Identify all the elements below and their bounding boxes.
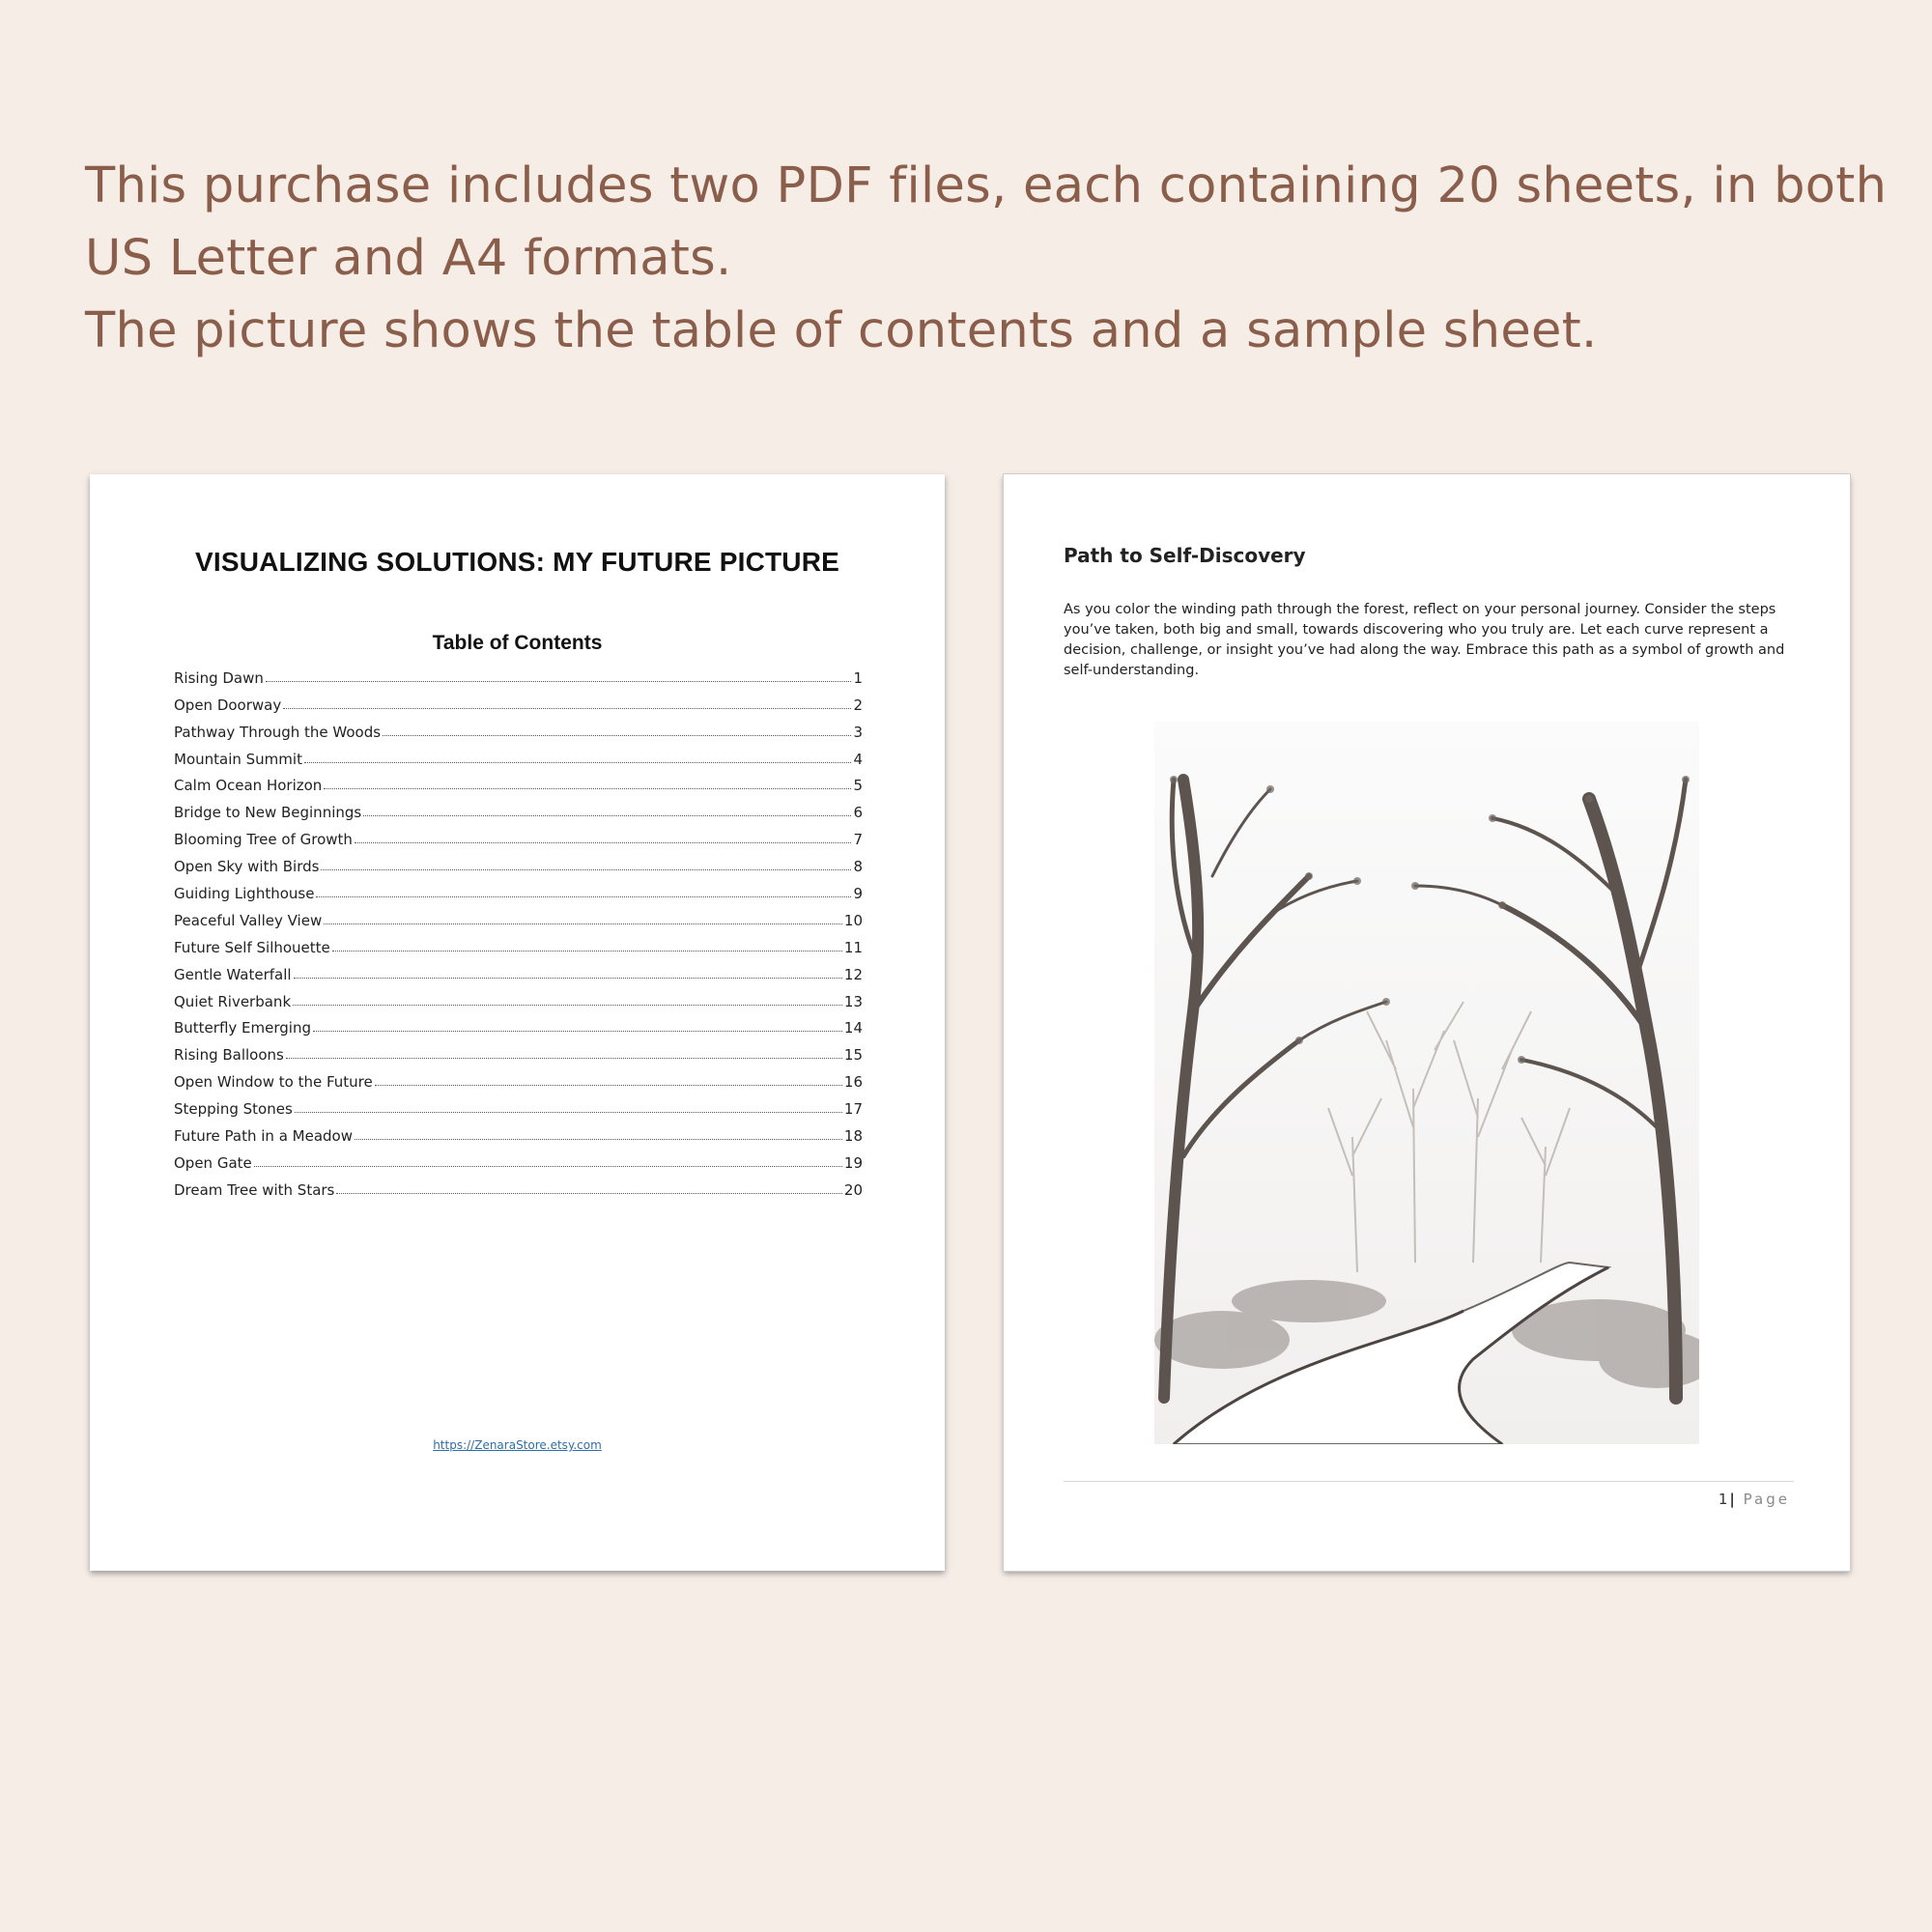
toc-entry-page: 20 bbox=[843, 1180, 863, 1199]
toc-entry-page: 17 bbox=[843, 1100, 863, 1119]
sheet-title: Path to Self-Discovery bbox=[1064, 544, 1306, 567]
toc-entry-title: Rising Dawn bbox=[174, 668, 264, 687]
toc-entry-title: Blooming Tree of Growth bbox=[174, 831, 353, 849]
headline bbox=[85, 150, 1888, 367]
toc-entry-page: 4 bbox=[853, 750, 863, 768]
forest-path-illustration bbox=[1154, 722, 1699, 1444]
toc-entry-title: Future Self Silhouette bbox=[174, 938, 330, 956]
headline-line-2: US Letter and A4 formats. bbox=[85, 230, 732, 287]
headline-line-1: This purchase includes two PDF files, each containing 20 sheets, in both bbox=[85, 157, 1888, 214]
toc-leader-dots bbox=[332, 950, 842, 952]
toc-entry-title: Dream Tree with Stars bbox=[174, 1180, 335, 1199]
toc-entry-title: Calm Ocean Horizon bbox=[174, 777, 323, 795]
toc-entry-page: 19 bbox=[843, 1153, 863, 1172]
toc-row bbox=[174, 821, 863, 848]
toc-leader-dots bbox=[324, 787, 851, 789]
page-separator: | bbox=[1729, 1491, 1737, 1508]
document-title: VISUALIZING SOLUTIONS: MY FUTURE PICTURE bbox=[194, 547, 840, 577]
toc-leader-dots bbox=[316, 895, 851, 897]
toc-row bbox=[174, 741, 863, 768]
toc-row bbox=[174, 687, 863, 714]
toc-leader-dots bbox=[363, 814, 851, 816]
toc-entry-title: Butterfly Emerging bbox=[174, 1019, 311, 1037]
page-number bbox=[1719, 1491, 1790, 1508]
toc-row bbox=[174, 1064, 863, 1091]
toc-entry-page: 11 bbox=[843, 938, 863, 956]
page-number-value: 1 bbox=[1718, 1491, 1730, 1508]
toc-leader-dots bbox=[313, 1030, 842, 1032]
toc-leader-dots bbox=[286, 1057, 842, 1059]
toc-leader-dots bbox=[355, 841, 852, 843]
toc-entry-page: 18 bbox=[843, 1127, 863, 1146]
toc-row bbox=[174, 1118, 863, 1145]
headline-line-3: The picture shows the table of contents and a sample sheet. bbox=[85, 302, 1598, 359]
toc-entry-title: Mountain Summit bbox=[174, 750, 302, 768]
toc-entry-title: Quiet Riverbank bbox=[174, 992, 292, 1010]
toc-row bbox=[174, 1037, 863, 1064]
toc-entry-page: 14 bbox=[843, 1019, 863, 1037]
toc-leader-dots bbox=[355, 1138, 842, 1140]
page-label: Page bbox=[1743, 1491, 1790, 1508]
toc-row bbox=[174, 902, 863, 929]
toc-entry-page: 8 bbox=[853, 858, 863, 876]
toc-row bbox=[174, 1091, 863, 1118]
toc-entry-page: 10 bbox=[843, 911, 863, 929]
toc-entry-title: Rising Balloons bbox=[174, 1046, 284, 1065]
toc-entry-page: 5 bbox=[853, 777, 863, 795]
toc-row bbox=[174, 875, 863, 902]
toc-row bbox=[174, 660, 863, 687]
toc-entry-page: 12 bbox=[843, 965, 863, 983]
toc-entry-title: Peaceful Valley View bbox=[174, 911, 323, 929]
toc-leader-dots bbox=[304, 761, 852, 763]
toc-entry-page: 3 bbox=[853, 723, 863, 741]
toc-entry-page: 2 bbox=[853, 696, 863, 714]
toc-leader-dots bbox=[383, 734, 851, 736]
toc-leader-dots bbox=[375, 1084, 842, 1086]
toc-leader-dots bbox=[295, 1111, 842, 1113]
footer-divider bbox=[1064, 1481, 1794, 1482]
toc-entry-page: 15 bbox=[843, 1046, 863, 1065]
toc-entry-title: Gentle Waterfall bbox=[174, 965, 292, 983]
toc-entry-page: 1 bbox=[853, 668, 863, 687]
toc-row bbox=[174, 714, 863, 741]
toc-heading: Table of Contents bbox=[432, 632, 603, 654]
toc-entry-title: Open Gate bbox=[174, 1153, 252, 1172]
toc-entry-title: Pathway Through the Woods bbox=[174, 723, 382, 741]
sample-sheet-page bbox=[1004, 474, 1850, 1571]
toc-leader-dots bbox=[324, 923, 842, 924]
toc-row bbox=[174, 794, 863, 821]
toc-row bbox=[174, 956, 863, 983]
toc-row bbox=[174, 1172, 863, 1199]
toc-leader-dots bbox=[321, 868, 851, 870]
toc-entry-page: 13 bbox=[843, 992, 863, 1010]
toc-entry-page: 7 bbox=[853, 831, 863, 849]
toc-leader-dots bbox=[293, 1004, 842, 1006]
toc-entry-title: Bridge to New Beginnings bbox=[174, 804, 362, 822]
toc-entry-title: Stepping Stones bbox=[174, 1100, 293, 1119]
toc-entry-page: 6 bbox=[853, 804, 863, 822]
toc-row bbox=[174, 1010, 863, 1037]
toc-row bbox=[174, 983, 863, 1010]
toc-entry-title: Guiding Lighthouse bbox=[174, 885, 315, 903]
toc-row bbox=[174, 848, 863, 875]
toc-entry-title: Open Window to the Future bbox=[174, 1073, 373, 1092]
store-link[interactable]: https://ZenaraStore.etsy.com bbox=[433, 1438, 602, 1452]
toc-entry-title: Future Path in a Meadow bbox=[174, 1127, 353, 1146]
toc-leader-dots bbox=[254, 1165, 842, 1167]
toc-page bbox=[90, 474, 945, 1571]
toc-row bbox=[174, 1145, 863, 1172]
toc-entry-page: 9 bbox=[853, 885, 863, 903]
toc-leader-dots bbox=[283, 707, 851, 709]
toc-leader-dots bbox=[336, 1192, 842, 1194]
toc-entry-title: Open Sky with Birds bbox=[174, 858, 320, 876]
toc-leader-dots bbox=[266, 680, 852, 682]
toc-list bbox=[174, 660, 863, 1199]
toc-entry-title: Open Doorway bbox=[174, 696, 282, 714]
toc-leader-dots bbox=[294, 977, 842, 979]
sheet-description: As you color the winding path through the forest, reflect on your personal journey. Consider the steps you’ve taken, both big and small, towards discovering who you truly are. Let each curve represent a decision, challenge, or insight you’ve had along the way. Embrace this path as a symbol of growth and self-understanding. bbox=[1064, 602, 1785, 678]
toc-entry-page: 16 bbox=[843, 1073, 863, 1092]
toc-row bbox=[174, 768, 863, 795]
toc-row bbox=[174, 929, 863, 956]
